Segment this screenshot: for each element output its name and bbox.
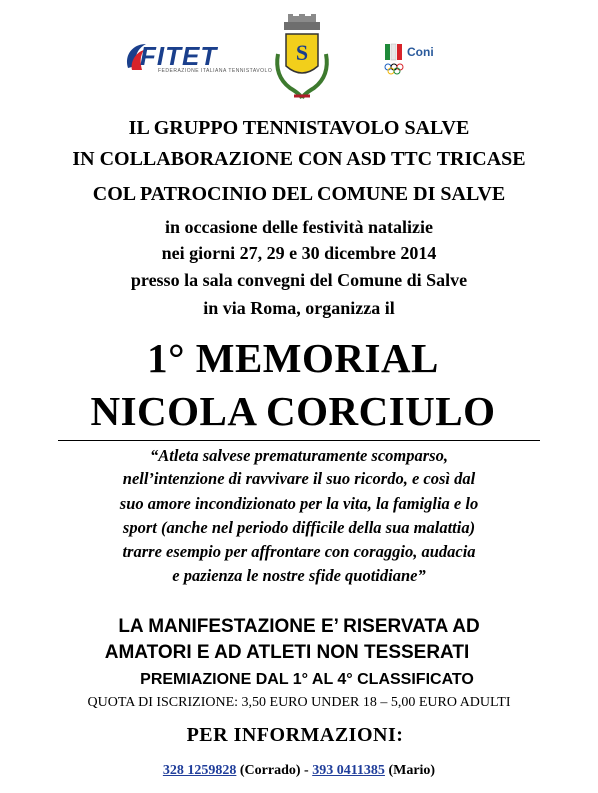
quote-line: sport (anche nel periodo difficile della sua malattia) (122, 518, 476, 537)
quote-line: “Atleta salvese prematuramente scomparso, (150, 446, 448, 465)
coni-emblem-icon (383, 42, 405, 78)
quote-line: suo amore incondizionato per la vita, la famiglia e lo (119, 494, 479, 513)
prizes-line: PREMIAZIONE DAL 1° AL 4° CLASSIFICATO (140, 671, 474, 688)
fitet-wordmark: FITET (140, 41, 218, 71)
divider (58, 440, 540, 441)
comune-crest-icon (270, 14, 334, 104)
entry-fee-line: QUOTA DI ISCRIZIONE: 3,50 EURO UNDER 18 – 5,00 EURO ADULTI (87, 695, 511, 710)
fitet-logo (122, 38, 272, 83)
eligibility-line2: AMATORI E AD ATLETI NON TESSERATI (104, 642, 470, 663)
collaboration-line: IN COLLABORAZIONE CON ASD TTC TRICASE (72, 148, 526, 170)
contact-line (0, 762, 598, 780)
eligibility-line1: LA MANIFESTAZIONE E’ RISERVATA AD (118, 616, 480, 637)
logo-bar (0, 0, 598, 115)
coni-wordmark: Coni (407, 45, 434, 59)
contact-name-mario: (Mario) (388, 763, 436, 778)
quote-line: e pazienza le nostre sfide quotidiane” (172, 566, 426, 585)
quote-line: trarre esempio per affrontare con coraggio, audacia (122, 542, 476, 561)
phone-link-mario[interactable]: 393 0411385 (312, 763, 385, 778)
event-title-line1: 1° MEMORIAL (147, 335, 439, 381)
dates-line: nei giorni 27, 29 e 30 dicembre 2014 (161, 243, 437, 263)
event-title-line2: NICOLA CORCIULO (90, 388, 496, 434)
address-line: in via Roma, organizza il (203, 298, 395, 318)
quote-line: nell’intenzione di ravvivare il suo ricordo, e così dal (122, 469, 476, 488)
occasion-line: in occasione delle festività natalizie (165, 217, 433, 237)
contact-name-corrado: (Corrado) - (239, 763, 309, 778)
patronage-line: COL PATROCINIO DEL COMUNE DI SALVE (92, 183, 506, 205)
crest-letter: S (295, 40, 309, 65)
venue-line: presso la sala convegni del Comune di Salve (130, 270, 468, 290)
fitet-subtitle: FEDERAZIONE ITALIANA TENNISTAVOLO (158, 68, 273, 74)
phone-link-corrado[interactable]: 328 1259828 (162, 763, 237, 778)
organizer-line: IL GRUPPO TENNISTAVOLO SALVE (128, 117, 470, 139)
coni-logo (383, 42, 443, 82)
info-heading: PER INFORMAZIONI: (186, 724, 404, 746)
